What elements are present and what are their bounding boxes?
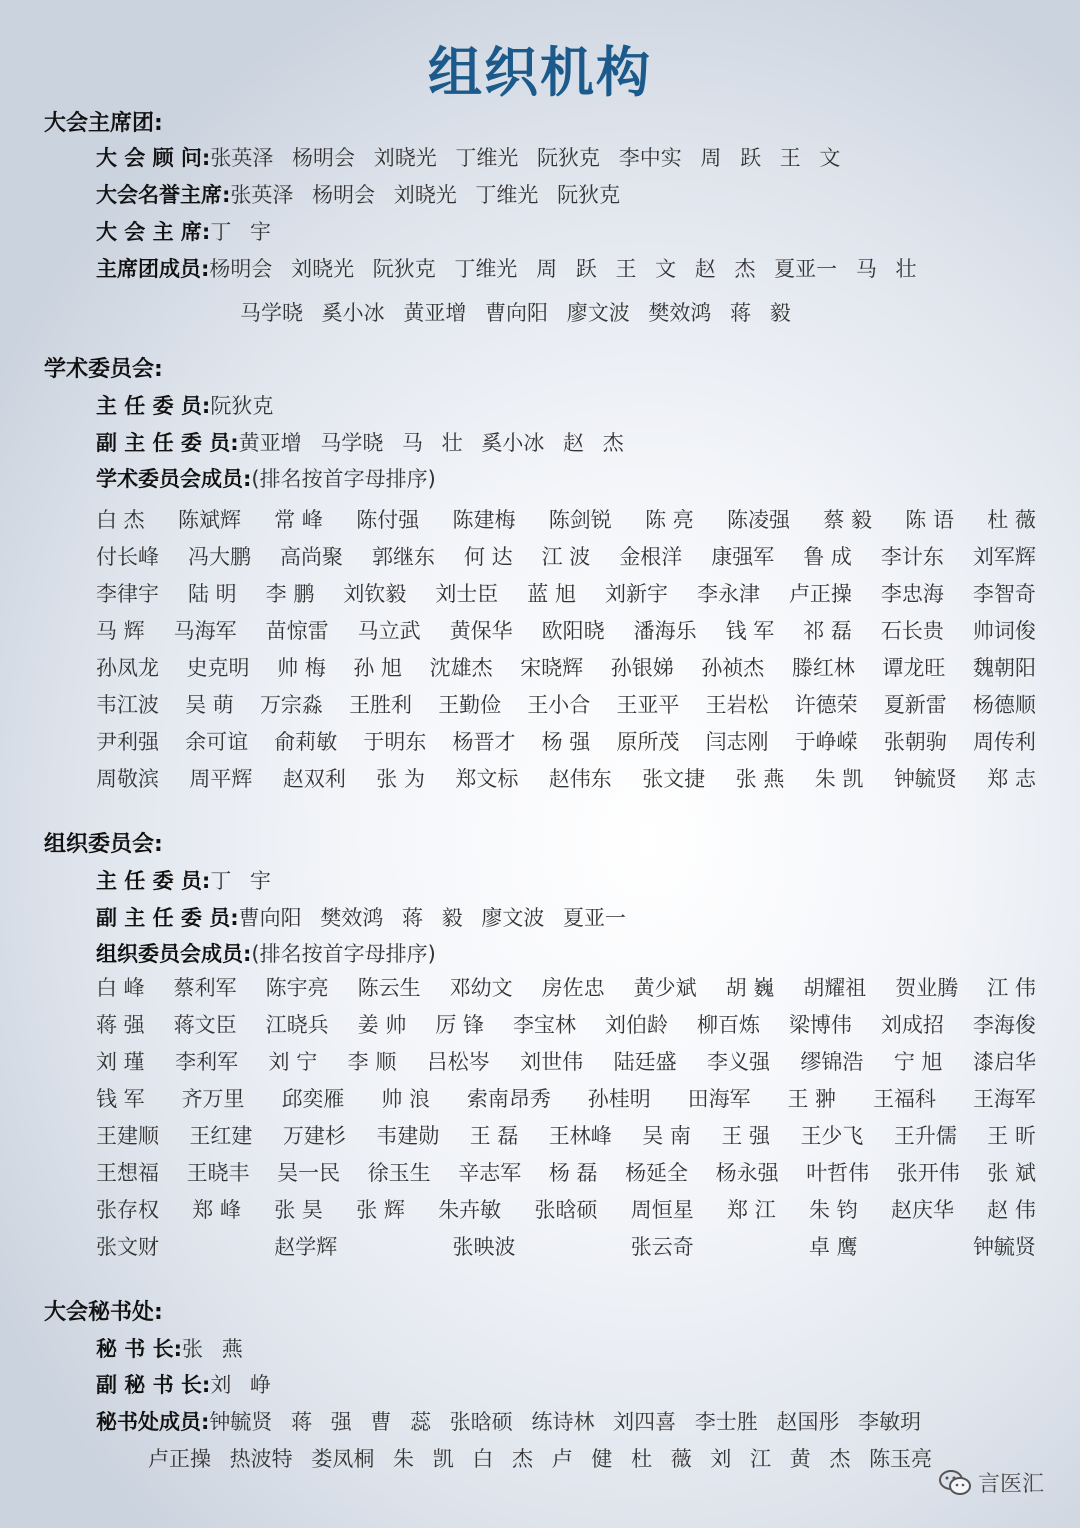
member-name: 张 燕 (735, 766, 785, 791)
member-name: 钟毓贤 (972, 1234, 1036, 1259)
secretariat-members-continued: 卢正操 热波特 娄凤桐 朱 凯 白 杰 卢 健 杜 薇 刘 江 黄 杰 陈玉亮 (148, 1447, 933, 1471)
member-name: 朱 凯 (814, 766, 864, 791)
member-name: 张 为 (376, 766, 425, 791)
member-name: 钱 军 (725, 619, 775, 644)
member-name: 卓 鹰 (809, 1234, 858, 1259)
section-secretariat-heading: 大会秘书处: (44, 1300, 163, 1325)
member-name: 刘世伟 (520, 1050, 584, 1075)
member-name: 宁 旭 (893, 1050, 943, 1075)
member-name: 刘士臣 (435, 582, 499, 607)
member-name: 江晓兵 (265, 1013, 329, 1038)
member-name: 陈宇亮 (265, 976, 329, 1001)
member-name: 刘军辉 (972, 545, 1036, 570)
member-name: 赵伟东 (548, 766, 612, 791)
member-name: 陈凌强 (727, 508, 791, 533)
member-name: 尹利强 (96, 729, 159, 754)
member-name: 陈云生 (357, 976, 421, 1001)
member-row (96, 722, 1036, 759)
member-name: 江 波 (541, 545, 591, 570)
member-name: 张文捷 (642, 766, 706, 791)
member-name: 周恒星 (630, 1197, 694, 1222)
section-academic-heading: 学术委员会: (44, 357, 163, 382)
organizing-members-heading (96, 938, 436, 968)
academic-vice (96, 427, 624, 457)
member-name: 张映波 (452, 1234, 516, 1259)
member-name: 周传利 (972, 729, 1036, 754)
member-row (96, 969, 1036, 1006)
member-name: 魏朝阳 (973, 656, 1036, 680)
member-name: 辛志军 (458, 1160, 522, 1185)
member-row (96, 649, 1036, 686)
member-name: 余可谊 (185, 729, 249, 754)
member-row (96, 1190, 1036, 1227)
member-name: 齐万里 (181, 1087, 245, 1112)
member-name: 沈雄杰 (429, 656, 493, 680)
member-name: 孙桂明 (587, 1087, 651, 1112)
member-name: 王 强 (721, 1124, 771, 1148)
member-name: 刘成招 (880, 1013, 944, 1038)
member-name: 梁博伟 (788, 1013, 852, 1038)
academic-director-label: 主 任 委 员: (96, 394, 211, 418)
presidium-members (96, 253, 917, 283)
member-name: 王林峰 (548, 1124, 612, 1148)
member-name: 冯大鹏 (187, 545, 251, 570)
member-name: 王想福 (96, 1160, 159, 1185)
secretariat-members-value: 钟毓贤 蒋 强 曹 蕊 张晗硕 练诗林 刘四喜 李士胜 赵国彤 李敏玥 (209, 1410, 922, 1434)
member-name: 高尚聚 (279, 545, 343, 570)
member-name: 李利军 (175, 1050, 239, 1075)
member-name: 何 达 (463, 545, 513, 570)
member-name: 张 斌 (987, 1160, 1036, 1185)
organizing-director-value: 丁 宇 (210, 869, 272, 893)
member-name: 陈建梅 (452, 508, 516, 533)
member-name: 李宝林 (512, 1013, 576, 1038)
member-name: 王少飞 (800, 1124, 864, 1148)
member-name: 李 顺 (347, 1050, 397, 1075)
organizing-director (96, 865, 271, 895)
secretary-general (96, 1333, 243, 1363)
member-name: 杨永强 (715, 1160, 779, 1185)
member-name: 闫志刚 (705, 729, 769, 754)
academic-director (96, 390, 273, 420)
member-name: 郑 峰 (192, 1197, 241, 1222)
member-name: 黄少斌 (633, 976, 697, 1001)
member-name: 陈剑锐 (548, 508, 612, 533)
member-name: 吴一民 (277, 1160, 341, 1185)
member-name: 赵学辉 (274, 1234, 338, 1259)
member-row (96, 501, 1036, 538)
secretary-general-label: 秘 书 长: (96, 1337, 183, 1361)
member-name: 房佐忠 (541, 976, 605, 1001)
member-name: 朱 钧 (809, 1197, 858, 1222)
member-name: 夏新雷 (883, 692, 947, 717)
member-name: 杨 强 (541, 729, 591, 754)
member-name: 俞莉敏 (274, 729, 338, 754)
member-name: 祁 磊 (803, 619, 852, 644)
member-name: 于明东 (363, 729, 427, 754)
member-name: 赵 伟 (987, 1197, 1036, 1222)
member-name: 于峥嵘 (794, 729, 858, 754)
academic-members-heading (96, 463, 436, 493)
member-name: 刘 宁 (268, 1050, 318, 1075)
member-name: 杜 薇 (987, 508, 1036, 533)
section-organizing-heading: 组织委员会: (44, 832, 163, 857)
advisors-label: 大 会 顾 问: (96, 146, 211, 170)
deputy-secretary-general (96, 1369, 271, 1399)
member-name: 周平辉 (189, 766, 253, 791)
member-name: 陈付强 (356, 508, 420, 533)
honorary-chairs-value: 张英泽 杨明会 刘晓光 丁维光 阮狄克 (230, 183, 621, 207)
member-row (96, 1080, 1036, 1117)
member-row (96, 612, 1036, 649)
member-name: 陆 明 (187, 582, 237, 607)
member-name: 张文财 (96, 1234, 159, 1259)
member-name: 石长贵 (880, 619, 944, 644)
organizing-members-label: 组织委员会成员: (96, 942, 252, 966)
member-name: 杨晋才 (452, 729, 516, 754)
member-name: 王建顺 (96, 1124, 159, 1148)
member-name: 杨延全 (625, 1160, 689, 1185)
academic-members-label: 学术委员会成员: (96, 467, 252, 491)
member-name: 漆启华 (972, 1050, 1036, 1075)
member-name: 刘新宇 (604, 582, 668, 607)
organizing-vice-label: 副 主 任 委 员: (96, 906, 239, 930)
member-name: 蒋 强 (96, 1013, 145, 1038)
page-title: 组织机构 (428, 40, 652, 104)
member-name: 欧阳晓 (541, 619, 605, 644)
member-name: 刘伯龄 (604, 1013, 668, 1038)
member-name: 王小合 (527, 692, 591, 717)
member-name: 黄保华 (449, 619, 513, 644)
organizing-members-grid (96, 969, 1036, 1264)
presidium-members-continued: 马学晓 奚小冰 黄亚增 曹向阳 廖文波 樊效鸿 蒋 毅 (240, 301, 791, 325)
member-name: 王勤俭 (438, 692, 502, 717)
member-name: 张晗硕 (534, 1197, 598, 1222)
member-name: 姜 帅 (357, 1013, 407, 1038)
advisors-value: 张英泽 杨明会 刘晓光 丁维光 阮狄克 李中实 周 跃 王 文 (210, 146, 841, 170)
member-name: 马 辉 (96, 619, 145, 644)
member-name: 贺业腾 (895, 976, 959, 1001)
member-name: 柳百炼 (696, 1013, 760, 1038)
member-name: 孙银娣 (610, 656, 674, 680)
member-name: 陆廷盛 (613, 1050, 677, 1075)
member-name: 朱卉敏 (438, 1197, 502, 1222)
member-row (96, 1227, 1036, 1264)
presidium-members-value: 杨明会 刘晓光 阮狄克 丁维光 周 跃 王 文 赵 杰 夏亚一 马 壮 (209, 257, 917, 281)
member-name: 郑文标 (455, 766, 519, 791)
member-name: 吕松岑 (426, 1050, 490, 1075)
member-row (96, 538, 1036, 575)
organizing-members-note: (排名按首字母排序) (251, 942, 436, 966)
member-name: 吴 南 (642, 1124, 691, 1148)
member-name: 李 鹏 (265, 582, 315, 607)
member-name: 刘 瑾 (96, 1050, 145, 1075)
member-name: 缪锦浩 (800, 1050, 864, 1075)
academic-members-grid (96, 501, 1036, 796)
member-name: 张云奇 (630, 1234, 694, 1259)
member-name: 索南昂秀 (466, 1087, 551, 1112)
member-name: 康强军 (711, 545, 775, 570)
member-name: 张存权 (96, 1197, 159, 1222)
academic-vice-value: 黄亚增 马学晓 马 壮 奚小冰 赵 杰 (238, 431, 624, 455)
member-name: 金根洋 (619, 545, 683, 570)
member-name: 赵双利 (282, 766, 346, 791)
honorary-chairs-label: 大会名誉主席: (96, 183, 231, 207)
member-name: 王晓丰 (186, 1160, 250, 1185)
chair-value: 丁 宇 (210, 220, 272, 244)
member-name: 郭继东 (371, 545, 435, 570)
member-name: 张 辉 (356, 1197, 405, 1222)
member-name: 钟毓贤 (893, 766, 957, 791)
chair-label: 大 会 主 席: (96, 220, 211, 244)
member-name: 李智奇 (972, 582, 1036, 607)
secretariat-members-label: 秘书处成员: (96, 1410, 210, 1434)
member-name: 李永津 (696, 582, 760, 607)
member-name: 王海军 (972, 1087, 1036, 1112)
member-name: 白 杰 (96, 508, 145, 533)
presidium-chair (96, 216, 271, 246)
section-presidium-heading: 大会主席团: (44, 111, 163, 136)
member-name: 万建杉 (282, 1124, 346, 1148)
member-name: 郑 志 (987, 766, 1036, 791)
member-name: 杨 磊 (548, 1160, 598, 1185)
member-name: 胡 巍 (725, 976, 775, 1001)
secretariat-members (96, 1406, 921, 1436)
member-name: 帅词俊 (972, 619, 1036, 644)
member-name: 刘钦毅 (343, 582, 407, 607)
member-name: 王胜利 (349, 692, 413, 717)
member-name: 潘海乐 (633, 619, 697, 644)
member-row (96, 685, 1036, 722)
member-name: 滕红林 (791, 656, 855, 680)
member-name: 白 峰 (96, 976, 145, 1001)
member-row (96, 1153, 1036, 1190)
member-row (96, 1117, 1036, 1154)
member-name: 田海军 (687, 1087, 751, 1112)
watermark (938, 1467, 1044, 1498)
member-name: 王 翀 (787, 1087, 837, 1112)
member-name: 付长峰 (96, 545, 159, 570)
member-name: 鲁 成 (803, 545, 852, 570)
member-name: 胡耀祖 (803, 976, 867, 1001)
member-name: 马海军 (173, 619, 237, 644)
member-name: 蒋文臣 (173, 1013, 237, 1038)
member-row (96, 575, 1036, 612)
organizing-director-label: 主 任 委 员: (96, 869, 211, 893)
member-name: 赵庆华 (890, 1197, 954, 1222)
member-name: 史克明 (186, 656, 250, 680)
member-name: 李义强 (707, 1050, 771, 1075)
organizing-vice-value: 曹向阳 樊效鸿 蒋 毅 廖文波 夏亚一 (238, 906, 627, 930)
member-name: 韦建勋 (376, 1124, 440, 1148)
member-name: 韦江波 (96, 692, 159, 717)
member-name: 陈斌辉 (177, 508, 241, 533)
member-name: 邱奕雁 (281, 1087, 345, 1112)
member-name: 蔡 毅 (823, 508, 872, 533)
member-name: 李海俊 (972, 1013, 1036, 1038)
member-name: 谭龙旺 (882, 656, 946, 680)
member-name: 王 磊 (469, 1124, 519, 1148)
member-name: 陈 亮 (645, 508, 694, 533)
organizing-vice (96, 902, 626, 932)
member-name: 宋晓辉 (520, 656, 584, 680)
presidium-honorary-chairs (96, 179, 620, 209)
wechat-icon (938, 1469, 972, 1497)
member-name: 陈 语 (905, 508, 954, 533)
member-name: 王亚平 (616, 692, 680, 717)
secretary-general-value: 张 燕 (182, 1337, 243, 1361)
academic-vice-label: 副 主 任 委 员: (96, 431, 239, 455)
deputy-value: 刘 峥 (210, 1373, 272, 1397)
deputy-label: 副 秘 书 长: (96, 1373, 211, 1397)
member-name: 张朝驹 (883, 729, 947, 754)
member-name: 孙凤龙 (96, 656, 159, 680)
member-name: 厉 锋 (435, 1013, 484, 1038)
member-row (96, 1043, 1036, 1080)
member-row (96, 1006, 1036, 1043)
member-name: 叶哲伟 (806, 1160, 870, 1185)
member-name: 钱 军 (96, 1087, 145, 1112)
presidium-members-label: 主席团成员: (96, 257, 210, 281)
member-row (96, 759, 1036, 796)
member-name: 张开伟 (896, 1160, 960, 1185)
member-name: 王 昕 (987, 1124, 1036, 1148)
member-name: 王红建 (189, 1124, 253, 1148)
watermark-text: 言医汇 (977, 1472, 1044, 1497)
member-name: 常 峰 (274, 508, 323, 533)
member-name: 李忠海 (880, 582, 944, 607)
member-name: 孙 旭 (353, 656, 403, 680)
member-name: 蔡利军 (173, 976, 237, 1001)
member-name: 卢正操 (788, 582, 852, 607)
member-name: 蓝 旭 (527, 582, 576, 607)
member-name: 帅 浪 (381, 1087, 430, 1112)
member-name: 江 伟 (987, 976, 1036, 1001)
member-name: 李律宇 (96, 582, 159, 607)
academic-director-value: 阮狄克 (210, 394, 274, 418)
member-name: 王升儒 (893, 1124, 957, 1148)
member-name: 王岩松 (705, 692, 769, 717)
member-name: 苗惊雷 (265, 619, 329, 644)
presidium-advisors (96, 142, 840, 172)
member-name: 杨德顺 (972, 692, 1036, 717)
member-name: 原所茂 (616, 729, 680, 754)
member-name: 邓幼文 (449, 976, 513, 1001)
member-name: 张 昊 (274, 1197, 323, 1222)
member-name: 李计东 (880, 545, 944, 570)
member-name: 马立武 (357, 619, 421, 644)
member-name: 徐玉生 (367, 1160, 431, 1185)
member-name: 王福科 (873, 1087, 937, 1112)
member-name: 郑 江 (727, 1197, 776, 1222)
member-name: 孙祯杰 (701, 656, 765, 680)
member-name: 帅 梅 (277, 656, 326, 680)
member-name: 许德荣 (794, 692, 858, 717)
member-name: 吴 萌 (185, 692, 234, 717)
academic-members-note: (排名按首字母排序) (251, 467, 436, 491)
member-name: 万宗淼 (259, 692, 323, 717)
member-name: 周敬滨 (96, 766, 159, 791)
